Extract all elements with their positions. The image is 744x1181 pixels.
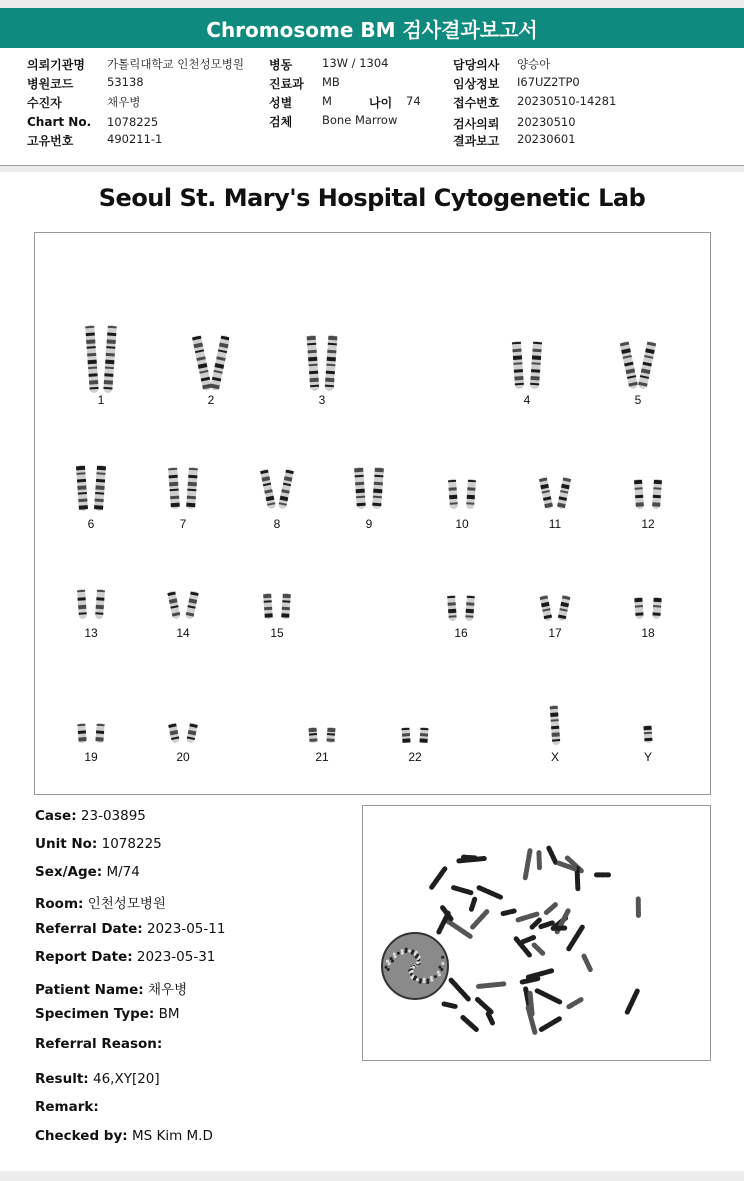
field-value: 20230510 xyxy=(517,115,576,129)
metaphase-chromosome xyxy=(532,920,539,927)
referral-date-line xyxy=(35,921,225,937)
metaphase-chromosome xyxy=(627,991,637,1012)
checked-by-value: MS Kim M.D xyxy=(131,1128,213,1144)
metaphase-chromosome xyxy=(471,899,474,909)
metaphase-chromosome xyxy=(464,857,475,858)
specimen-type-label: Specimen Type: xyxy=(35,1006,155,1022)
metaphase-chromosome xyxy=(454,888,471,893)
chromosome-label: 19 xyxy=(84,750,98,764)
metaphase-chromosome xyxy=(479,888,500,897)
chromosome-pair-21 xyxy=(300,725,340,745)
chromosome-pair-20 xyxy=(161,721,201,745)
chromosome-pair-8 xyxy=(255,467,295,511)
metaphase-chromosome xyxy=(577,869,578,889)
room-value: 인천성모병원 xyxy=(87,896,166,912)
field-value: Bone Marrow xyxy=(322,113,398,127)
chromosome-pair-15 xyxy=(255,591,295,621)
chromosome-pair-13 xyxy=(69,587,109,621)
unit-no-line xyxy=(35,836,162,852)
chromosome-pair-19 xyxy=(69,721,109,745)
metaphase-chromosome xyxy=(525,851,530,878)
field-label: 진료과 xyxy=(269,77,304,91)
referral-reason-label: Referral Reason: xyxy=(35,1036,163,1052)
field-value: 20230601 xyxy=(517,132,576,146)
metaphase-chromosome xyxy=(478,984,503,987)
field-value: 490211-1 xyxy=(107,132,163,146)
metaphase-chromosome xyxy=(444,1004,455,1006)
report-date-line xyxy=(35,949,215,965)
chromosome-pair-7 xyxy=(161,465,201,511)
case-line xyxy=(35,808,146,824)
chromosome-pair-4 xyxy=(505,339,545,391)
chromosome-label: 12 xyxy=(641,517,655,531)
karyogram-panel xyxy=(34,232,711,795)
chromosome-pair-10 xyxy=(440,477,480,511)
chromosome-label: 14 xyxy=(176,626,190,640)
chromosome-label: 2 xyxy=(207,393,215,407)
unit-no-value: 1078225 xyxy=(101,836,162,852)
field-label: 임상정보 xyxy=(453,77,500,91)
field-label: 검체 xyxy=(269,115,293,129)
chromosome-pair-1 xyxy=(79,323,119,395)
field-label: 검사의뢰 xyxy=(453,117,500,131)
chromosome-label: X xyxy=(550,750,559,764)
unit-no-label: Unit No: xyxy=(35,836,98,852)
field-label: 담당의사 xyxy=(453,58,500,72)
checked-by-line xyxy=(35,1128,213,1144)
metaphase-chromosome xyxy=(537,991,560,1002)
field-label: 접수번호 xyxy=(453,96,500,110)
field-value: 74 xyxy=(406,94,421,108)
metaphase-chromosome xyxy=(568,927,582,949)
chromosome-pair-3 xyxy=(300,333,340,393)
field-label: 고유번호 xyxy=(27,134,74,148)
field-value: M xyxy=(322,94,332,108)
field-value: 20230510-14281 xyxy=(517,94,617,108)
field-value: I67UZ2TP0 xyxy=(517,75,580,89)
metaphase-chromosome xyxy=(463,1017,476,1029)
chromosome-pair-2 xyxy=(189,333,229,393)
chromosome-pair-6 xyxy=(69,463,109,513)
field-label: Chart No. xyxy=(27,115,92,129)
result-label: Result: xyxy=(35,1071,89,1087)
field-label: 성별 xyxy=(269,96,293,110)
chromosome-label: 11 xyxy=(548,517,562,531)
chromosome-label: 4 xyxy=(523,393,531,407)
chromosome-pair-Y xyxy=(626,723,666,745)
metaphase-chromosome xyxy=(523,937,534,941)
metaphase-chromosome xyxy=(539,853,540,868)
field-label: 의뢰기관명 xyxy=(27,58,85,72)
field-value: MB xyxy=(322,75,340,89)
metaphase-chromosome xyxy=(541,923,553,927)
chromosome-label: 20 xyxy=(176,750,190,764)
metaphase-chromosome xyxy=(534,945,543,953)
field-label: 병동 xyxy=(269,58,293,72)
patient-name-label: Patient Name: xyxy=(35,982,144,998)
case-label: Case: xyxy=(35,808,77,824)
metaphase-chromosome xyxy=(503,911,514,914)
metaphase-chromosome xyxy=(541,1019,559,1030)
sex-age-value: M/74 xyxy=(106,864,140,880)
chromosome-label: 5 xyxy=(634,393,642,407)
metaphase-chromosome xyxy=(584,956,590,969)
room-label: Room: xyxy=(35,896,84,912)
chromosome-label: 8 xyxy=(273,517,281,531)
metaphase-chromosome xyxy=(432,869,445,887)
metaphase-chromosome xyxy=(477,999,491,1011)
chromosome-label: 9 xyxy=(365,517,373,531)
metaphase-chromosome xyxy=(569,1000,581,1007)
field-label: 결과보고 xyxy=(453,134,500,148)
chromosome-label: 16 xyxy=(454,626,468,640)
chromosome-label: 17 xyxy=(548,626,562,640)
specimen-type-line xyxy=(35,1006,180,1022)
patient-name-line xyxy=(35,978,187,998)
remark-label: Remark: xyxy=(35,1099,99,1115)
chromosome-pair-11 xyxy=(533,475,573,511)
chromosome-label: 21 xyxy=(315,750,329,764)
case-value: 23-03895 xyxy=(80,808,146,824)
chromosome-label: 7 xyxy=(179,517,187,531)
field-value: 양승아 xyxy=(517,57,551,71)
metaphase-chromosome xyxy=(448,921,471,936)
field-value: 채우병 xyxy=(107,95,141,109)
chromosome-pair-22 xyxy=(393,725,433,745)
result-line xyxy=(35,1071,160,1087)
chromosome-pair-17 xyxy=(533,593,573,623)
metaphase-chromosome xyxy=(518,914,537,920)
chromosome-pair-12 xyxy=(626,477,666,511)
metaphase-chromosome xyxy=(451,980,469,999)
metaphase-chromosome xyxy=(528,971,551,977)
chromosome-pair-9 xyxy=(347,465,387,511)
sex-age-line xyxy=(35,864,140,880)
chromosome-pair-16 xyxy=(439,593,479,623)
chromosome-pair-X xyxy=(533,703,573,747)
referral-reason-line xyxy=(35,1036,162,1052)
referral-date-label: Referral Date: xyxy=(35,921,143,937)
field-label: 나이 xyxy=(369,96,393,110)
chromosome-label: 22 xyxy=(408,750,422,764)
lab-title: Seoul St. Mary's Hospital Cytogenetic Lab xyxy=(98,184,646,212)
chromosome-pair-14 xyxy=(161,589,201,621)
chromosome-label: 18 xyxy=(641,626,655,640)
chromosome-label: 3 xyxy=(318,393,326,407)
metaphase-spread-image xyxy=(362,805,711,1061)
metaphase-chromosome xyxy=(488,1014,492,1023)
chromosome-pair-5 xyxy=(616,339,656,391)
report-date-label: Report Date: xyxy=(35,949,133,965)
chromosome-label: 6 xyxy=(87,517,95,531)
karyotype-sheet xyxy=(0,172,744,1171)
header-info-panel xyxy=(0,48,744,166)
chromosome-label: 15 xyxy=(270,626,284,640)
metaphase-chromosome xyxy=(546,905,556,913)
chromosome-label: 13 xyxy=(84,626,98,640)
field-label: 병원코드 xyxy=(27,77,74,91)
sex-age-label: Sex/Age: xyxy=(35,864,103,880)
report-date-value: 2023-05-31 xyxy=(136,949,216,965)
chromosome-pair-18 xyxy=(626,595,666,621)
specimen-type-value: BM xyxy=(158,1006,180,1022)
field-value: 1078225 xyxy=(107,115,159,129)
field-value: 가톨릭대학교 인천성모병원 xyxy=(107,57,244,71)
result-value: 46,XY[20] xyxy=(92,1071,160,1087)
metaphase-chromosome xyxy=(549,848,556,862)
field-value: 53138 xyxy=(107,75,144,89)
chromosome-label: Y xyxy=(643,750,652,764)
field-value: 13W / 1304 xyxy=(322,56,389,70)
chromosome-label: 1 xyxy=(97,393,105,407)
room-line xyxy=(35,892,166,912)
field-label: 수진자 xyxy=(27,96,62,110)
remark-line xyxy=(35,1099,99,1115)
referral-date-value: 2023-05-11 xyxy=(146,921,226,937)
report-title: Chromosome BM 검사결과보고서 xyxy=(206,17,538,42)
report-banner xyxy=(0,8,744,48)
checked-by-label: Checked by: xyxy=(35,1128,128,1144)
chromosome-label: 10 xyxy=(455,517,469,531)
metaphase-chromosome xyxy=(472,912,487,928)
patient-name-value: 채우병 xyxy=(147,982,188,998)
metaphase-spread-graphic xyxy=(363,806,712,1062)
